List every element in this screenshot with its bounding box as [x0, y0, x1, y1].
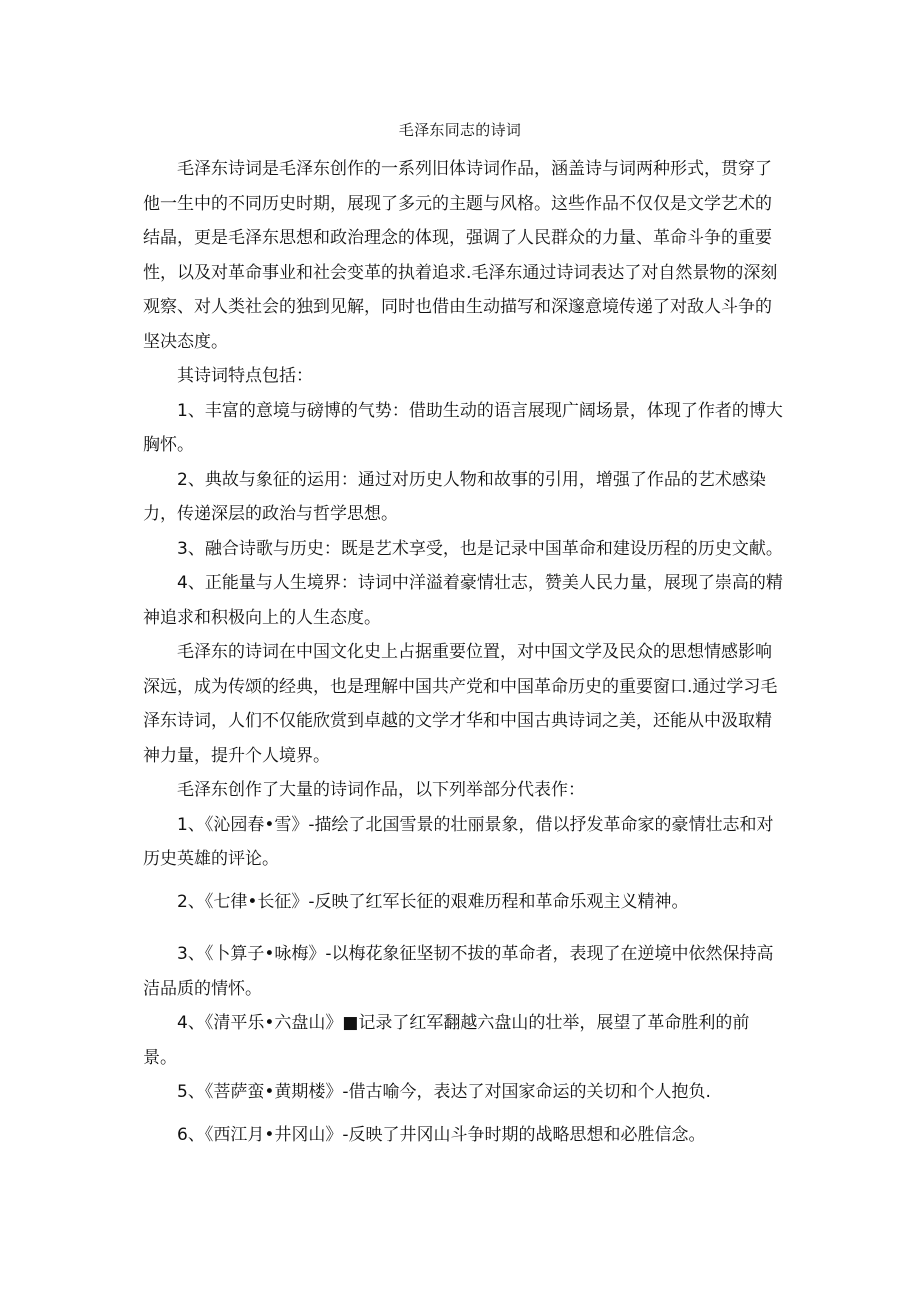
- work-item: 1、《沁园春•雪》-描绘了北国雪景的壮丽景象，借以抒发革命家的豪情壮志和对历史英雄的评论。: [143, 814, 774, 869]
- spacer: [143, 1110, 783, 1118]
- work-item: 4、《清平乐•六盘山》■记录了红军翻越六盘山的壮举，展望了革命胜利的前景。: [143, 1013, 750, 1068]
- document-body: [143, 152, 783, 1152]
- spacer: [143, 919, 783, 937]
- spacer: [143, 877, 783, 885]
- work-item: 2、《七律•长征》-反映了红军长征的艰难历程和革命乐观主义精神。: [177, 891, 689, 912]
- feature-item: 4、正能量与人生境界：诗词中洋溢着豪情壮志，赞美人民力量，展现了崇高的精神追求和积极向上的人生态度。: [143, 573, 783, 628]
- works-heading: 毛泽东创作了大量的诗词作品，以下列举部分代表作：: [177, 780, 585, 800]
- work-item: 5、《菩萨蛮•黄期楼》-借古喻今，表达了对国家命运的关切和个人抱负.: [177, 1082, 711, 1102]
- significance-paragraph: 毛泽东的诗词在中国文化史上占据重要位置，对中国文学及民众的思想情感影响深远，成为传颂的经典，也是理解中国共产党和中国革命历史的重要窗口.通过学习毛泽东诗词，人们不仅能欣赏到卓越的文学才华和中国古典诗词之美，还能从中汲取精神力量，提升个人境界。: [143, 642, 778, 766]
- feature-item: 3、融合诗歌与历史：既是艺术享受，也是记录中国革命和建设历程的历史文献。: [177, 538, 783, 559]
- work-item: 6、《西江月•井冈山》-反映了井冈山斗争时期的战略思想和必胜信念。: [177, 1124, 706, 1145]
- feature-item: 2、典故与象征的运用：通过对历史人物和故事的引用，增强了作品的艺术感染力，传递深层的政治与哲学思想。: [143, 469, 766, 524]
- work-item: 3、《卜算子•咏梅》-以梅花象征坚韧不拔的革命者，表现了在逆境中依然保持高洁品质的情怀。: [143, 944, 774, 999]
- features-heading: 其诗词特点包括：: [177, 366, 313, 386]
- intro-paragraph: 毛泽东诗词是毛泽东创作的一系列旧体诗词作品，涵盖诗与词两种形式，贯穿了他一生中的不同历史时期，展现了多元的主题与风格。这些作品不仅仅是文学艺术的结晶，更是毛泽东思想和政治理念的体现，强调了人民群众的力量、革命斗争的重要性，以及对革命事业和社会变革的执着追求.毛泽东通过诗词表达了对自然景物的深刻观察、对人类社会的独到见解，同时也借由生动描写和深邃意境传递了对敌人斗争的坚决态度。: [143, 159, 778, 352]
- document-title: 毛泽东同志的诗词: [398, 121, 522, 139]
- feature-item: 1、丰富的意境与磅博的气势：借助生动的语言展现广阔场景，体现了作者的博大胸怀。: [143, 400, 783, 455]
